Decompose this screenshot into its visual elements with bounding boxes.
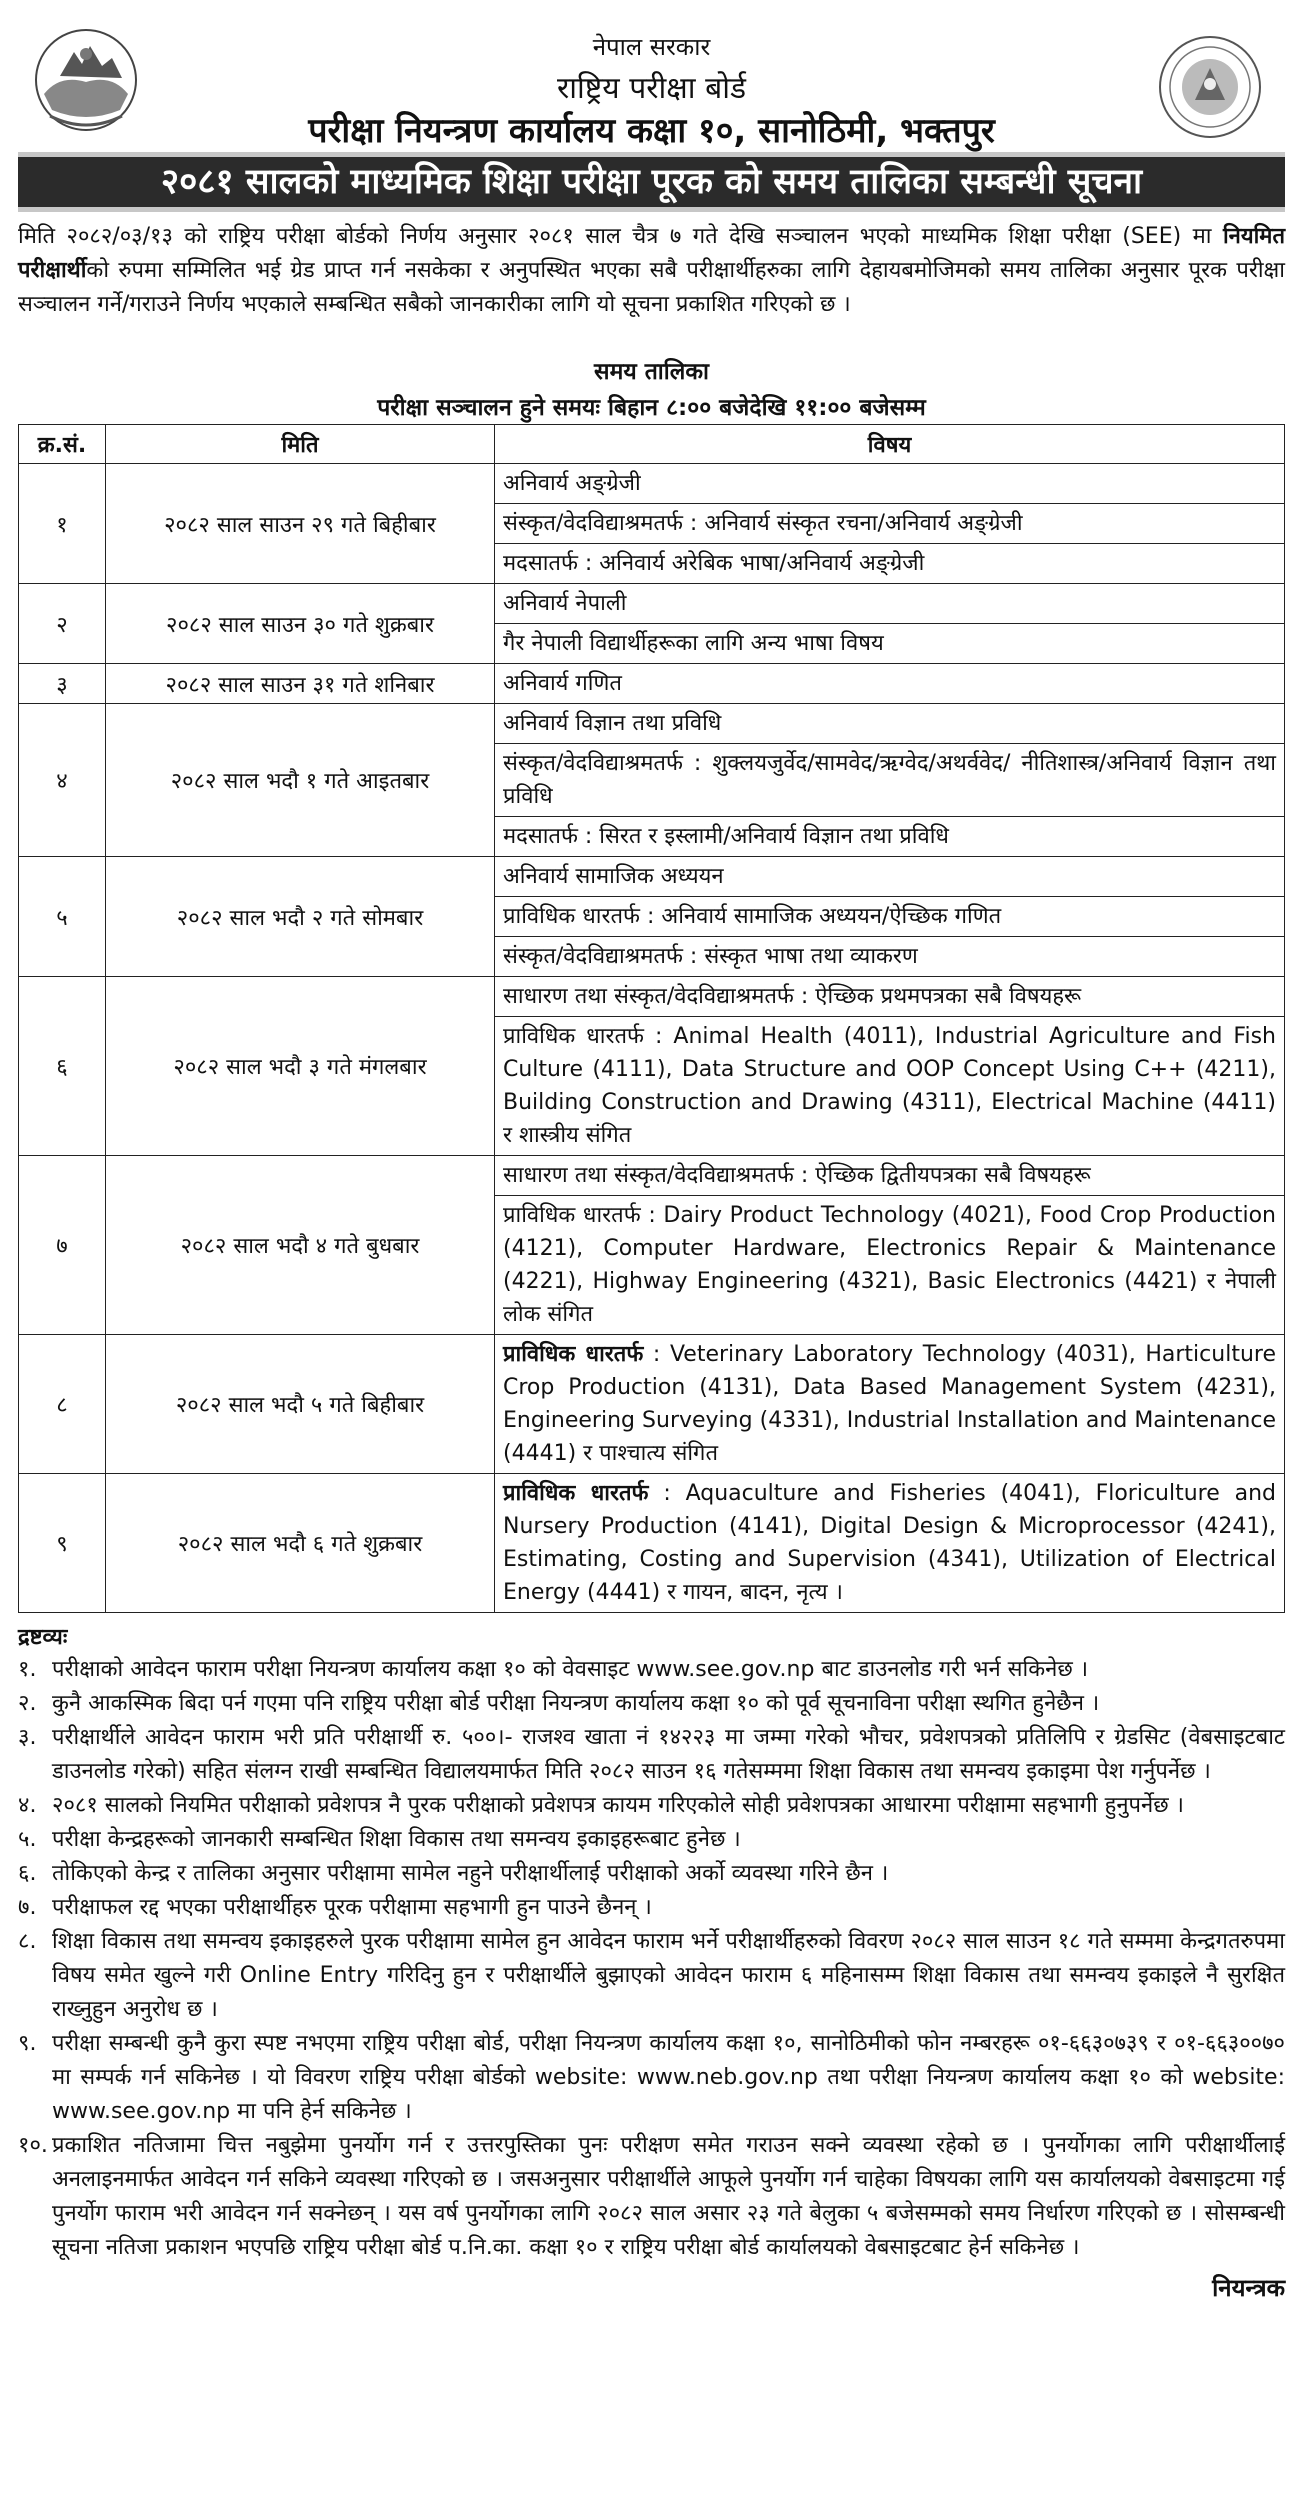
subject-text: संस्कृत/वेदविद्याश्रमतर्फ : अनिवार्य संस्कृत रचना/अनिवार्य अङ्ग्रेजी — [503, 511, 1023, 536]
note-item — [18, 2129, 1285, 2265]
row-subject — [495, 624, 1285, 664]
row-date: २०८२ साल भदौ ५ गते बिहीबार — [106, 1335, 495, 1474]
subject-text: मदसातर्फ : अनिवार्य अरेबिक भाषा/अनिवार्य अङ्ग्रेजी — [503, 551, 925, 576]
note-item — [18, 1925, 1285, 2027]
note-item — [18, 1823, 1285, 1857]
subject-text: साधारण तथा संस्कृत/वेदविद्याश्रमतर्फ : ऐच्छिक द्वितीयपत्रका सबै विषयहरू — [503, 1163, 1091, 1188]
subject-text: प्राविधिक धारतर्फ : Animal Health (4011), Industrial Agriculture and Fish Culture (4111), Data Structure and OOP Concept Using C++ (4211), Building Construction and Drawing (4311), Electrical Machine (4411) र शास्त्रीय संगित — [503, 1024, 1276, 1148]
subject-text: अनिवार्य नेपाली — [503, 591, 627, 616]
row-serial: १ — [19, 464, 106, 584]
row-subject — [495, 937, 1285, 977]
header-subject: विषय — [495, 425, 1285, 464]
header-date: मिति — [106, 425, 495, 464]
table-row — [19, 1156, 1285, 1196]
subject-text: अनिवार्य अङ्ग्रेजी — [503, 471, 641, 496]
note-text: परीक्षार्थीले आवेदन फाराम भरी प्रति परीक्षार्थी रु. ५००।- राजश्व खाता नं १४२२३ मा जम्मा गरेको भौचर, प्रवेशपत्रको प्रतिलिपि र ग्रेडसिट (वेबसाइटबाट डाउनलोड गरेको) सहित संलग्न राखी सम्बन्धित विद्यालयमार्फत मिति २०८२ साउन १६ गतेसम्ममा शिक्षा विकास तथा समन्वय इकाइमा पेश गर्नुपर्नेछ । — [52, 1725, 1285, 1784]
note-text: प्रकाशित नतिजामा चित्त नबुझेमा पुनर्योग गर्न र उत्तरपुस्तिका पुनः परीक्षण समेत गराउन सक्ने व्यवस्था रहेको छ । पुनर्योगका लागि परीक्षार्थीलाई अनलाइनमार्फत आवेदन गर्न सकिने व्यवस्था गरिएको छ । जसअनुसार परीक्षार्थीले आफूले पुनर्योग गर्न चाहेका विषयका लागि यस कार्यालयको वेबसाइटमा गई पुनर्योग फाराम भरी आवेदन गर्न सक्नेछन् । यस वर्ष पुनर्योगका लागि २०८२ साल असार २३ गते बेलुका ५ बजेसम्मको समय निर्धारण गरिएको छ । सोसम्बन्धी सूचना नतिजा प्रकाशन भएपछि राष्ट्रिय परीक्षा बोर्ड प.नि.का. कक्षा १० र राष्ट्रिय परीक्षा बोर्ड कार्यालयको वेबसाइटबाट हेर्न सकिनेछ । — [52, 2133, 1285, 2260]
note-number: १. — [18, 1657, 37, 1682]
notice-title: २०८१ सालको माध्यमिक शिक्षा परीक्षा पूरक को समय तालिका सम्बन्धी सूचना — [18, 152, 1285, 212]
note-item — [18, 1721, 1285, 1789]
note-text: कुनै आकस्मिक बिदा पर्न गएमा पनि राष्ट्रिय परीक्षा बोर्ड परीक्षा नियन्त्रण कार्यालय कक्षा १० को पूर्व सूचनाविना परीक्षा स्थगित हुनेछैन । — [52, 1691, 1100, 1716]
subject-text: साधारण तथा संस्कृत/वेदविद्याश्रमतर्फ : ऐच्छिक प्रथमपत्रका सबै विषयहरू — [503, 984, 1082, 1009]
note-item — [18, 1891, 1285, 1925]
row-subject — [495, 664, 1285, 704]
subject-text: गैर नेपाली विद्यार्थीहरूका लागि अन्य भाषा विषय — [503, 631, 884, 656]
subject-text: प्राविधिक धारतर्फ : Dairy Product Technology (4021), Food Crop Production (4121), Computer Hardware, Electronics Repair & Maintenance (4221), Highway Engineering (4321), Basic Electronics (4421) र नेपाली लोक संगित — [503, 1203, 1276, 1327]
row-subject — [495, 1335, 1285, 1474]
row-subject — [495, 817, 1285, 857]
note-text: तोकिएको केन्द्र र तालिका अनुसार परीक्षामा सामेल नहुने परीक्षार्थीलाई परीक्षाको अर्को व्यवस्था गरिने छैन । — [52, 1861, 889, 1886]
note-number: २. — [18, 1691, 37, 1716]
note-item — [18, 1857, 1285, 1891]
row-subject — [495, 584, 1285, 624]
note-number: ९. — [18, 2031, 37, 2056]
note-number: ८. — [18, 1929, 37, 1954]
row-subject — [495, 544, 1285, 584]
row-subject — [495, 1196, 1285, 1335]
note-number: ५. — [18, 1827, 37, 1852]
notes-list — [18, 1653, 1285, 2265]
row-subject — [495, 504, 1285, 544]
table-row — [19, 1474, 1285, 1613]
row-date: २०८२ साल साउन २९ गते बिहीबार — [106, 464, 495, 584]
notice-page — [18, 14, 1285, 2302]
note-item — [18, 1687, 1285, 1721]
neb-seal-icon — [1155, 32, 1265, 142]
row-date: २०८२ साल भदौ २ गते सोमबार — [106, 857, 495, 977]
note-number: ७. — [18, 1895, 37, 1920]
note-number: १०. — [18, 2133, 48, 2158]
schedule-heading: समय तालिका — [594, 359, 709, 385]
header-board: राष्ट्रिय परीक्षा बोर्ड — [556, 71, 747, 106]
table-row — [19, 704, 1285, 744]
note-number: ६. — [18, 1861, 37, 1886]
signature: नियन्त्रक — [1212, 2274, 1285, 2302]
row-subject — [495, 977, 1285, 1017]
subject-stream-label: प्राविधिक धारतर्फ — [503, 1342, 644, 1367]
note-text: परीक्षा केन्द्रहरूको जानकारी सम्बन्धित शिक्षा विकास तथा समन्वय इकाइहरूबाट हुनेछ । — [52, 1827, 741, 1852]
row-serial: ७ — [19, 1156, 106, 1335]
subject-text: संस्कृत/वेदविद्याश्रमतर्फ : शुक्लयजुर्वेद/सामवेद/ऋग्वेद/अथर्ववेद/ नीतिशास्त्र/अनिवार्य विज्ञान तथा प्रविधि — [503, 751, 1276, 809]
row-date: २०८२ साल साउन ३० गते शुक्रबार — [106, 584, 495, 664]
table-row — [19, 584, 1285, 624]
note-item — [18, 1653, 1285, 1687]
row-serial: ३ — [19, 664, 106, 704]
intro-bold: नियमित परीक्षार्थी — [18, 224, 1285, 283]
row-serial: ८ — [19, 1335, 106, 1474]
subject-text: संस्कृत/वेदविद्याश्रमतर्फ : संस्कृत भाषा तथा व्याकरण — [503, 944, 918, 969]
row-date: २०८२ साल साउन ३१ गते शनिबार — [106, 664, 495, 704]
schedule-table — [18, 424, 1285, 1613]
schedule-table-body — [19, 464, 1285, 1613]
header — [18, 14, 1285, 154]
row-subject — [495, 464, 1285, 504]
header-sn: क्र.सं. — [19, 425, 106, 464]
note-item — [18, 1789, 1285, 1823]
table-row — [19, 464, 1285, 504]
subject-text: अनिवार्य गणित — [503, 671, 622, 696]
row-subject — [495, 1017, 1285, 1156]
subject-text: : Veterinary Laboratory Technology (4031), Harticulture Crop Production (4131), Data Based Management System (4231), Engineering Surveying (4331), Industrial Installation and Maintenance (4441) र पाश्चात्य संगित — [503, 1342, 1276, 1466]
table-row — [19, 857, 1285, 897]
note-text: शिक्षा विकास तथा समन्वय इकाइहरुले पुरक परीक्षामा सामेल हुन आवेदन फाराम भर्ने परीक्षार्थीहरुको विवरण २०८२ साल साउन १८ गते सम्ममा केन्द्रगतरुपमा विषय समेत खुल्ने गरी Online Entry गरिदिनु हुन र परीक्षार्थीले बुझाएको आवेदन फाराम ६ महिनासम्म शिक्षा विकास तथा समन्वय इकाइले नै सुरक्षित राख्नुहुन अनुरोध छ । — [52, 1929, 1285, 2022]
row-date: २०८२ साल भदौ ६ गते शुक्रबार — [106, 1474, 495, 1613]
table-header-row — [19, 425, 1285, 464]
note-text: परीक्षाको आवेदन फाराम परीक्षा नियन्त्रण कार्यालय कक्षा १० को वेवसाइट www.see.gov.np बाट डाउनलोड गरी भर्न सकिनेछ । — [52, 1657, 1089, 1682]
row-subject — [495, 704, 1285, 744]
note-text: परीक्षा सम्बन्धी कुनै कुरा स्पष्ट नभएमा राष्ट्रिय परीक्षा बोर्ड, परीक्षा नियन्त्रण कार्यालय कक्षा १०, सानोठिमीको फोन नम्बरहरू ०१-६६३०७३९ र ०१-६६३००७० मा सम्पर्क गर्न सकिनेछ । यो विवरण राष्ट्रिय परीक्षा बोर्डको website: www.neb.gov.np तथा परीक्षा नियन्त्रण कार्यालय कक्षा १० को website: www.see.gov.np मा पनि हेर्न सकिनेछ । — [52, 2031, 1285, 2124]
intro-part1: मिति २०८२/०३/१३ को राष्ट्रिय परीक्षा बोर्डको निर्णय अनुसार २०८१ साल चैत्र ७ गते देखि सञ्चालन भएको माध्यमिक शिक्षा परीक्षा (SEE) मा — [18, 224, 1223, 249]
subject-text: अनिवार्य विज्ञान तथा प्रविधि — [503, 711, 722, 736]
row-serial: ५ — [19, 857, 106, 977]
intro-part2: को रुपमा सम्मिलित भई ग्रेड प्राप्त गर्न नसकेका र अनुपस्थित भएका सबै परीक्षार्थीहरुका लागि देहायबमोजिमको समय तालिका अनुसार पूरक परीक्षा सञ्चालन गर्ने/गराउने निर्णय भएकाले सम्बन्धित सबैको जानकारीका लागि यो सूचना प्रकाशित गरिएको छ । — [18, 258, 1285, 317]
row-serial: ९ — [19, 1474, 106, 1613]
note-number: ३. — [18, 1725, 37, 1750]
notes-heading: द्रष्टव्यः — [18, 1625, 68, 1650]
row-subject — [495, 744, 1285, 817]
header-government: नेपाल सरकार — [592, 33, 711, 61]
schedule-time: परीक्षा सञ्चालन हुने समयः बिहान ८:०० बजेदेखि ११:०० बजेसम्म — [377, 395, 926, 421]
subject-text: मदसातर्फ : सिरत र इस्लामी/अनिवार्य विज्ञान तथा प्रविधि — [503, 824, 949, 849]
row-subject — [495, 1156, 1285, 1196]
note-text: २०८१ सालको नियमित परीक्षाको प्रवेशपत्र नै पुरक परीक्षाको प्रवेशपत्र कायम गरिएकोले सोही प्रवेशपत्रका आधारमा परीक्षामा सहभागी हुनुपर्नेछ । — [52, 1793, 1185, 1818]
subject-text: अनिवार्य सामाजिक अध्ययन — [503, 864, 724, 889]
row-serial: ४ — [19, 704, 106, 857]
note-text: परीक्षाफल रद्द भएका परीक्षार्थीहरु पूरक परीक्षामा सहभागी हुन पाउने छैनन् । — [52, 1895, 652, 1920]
table-row — [19, 1335, 1285, 1474]
row-subject — [495, 857, 1285, 897]
row-subject — [495, 1474, 1285, 1613]
table-row — [19, 664, 1285, 704]
row-serial: २ — [19, 584, 106, 664]
row-date: २०८२ साल भदौ ३ गते मंगलबार — [106, 977, 495, 1156]
subject-text: : Aquaculture and Fisheries (4041), Floriculture and Nursery Production (4141), Digital Design & Microprocessor (4241), Estimating, Costing and Supervision (4341), Utilization of Electrical Energy (4441) र गायन, बादन, नृत्य । — [503, 1481, 1276, 1605]
row-date: २०८२ साल भदौ ४ गते बुधबार — [106, 1156, 495, 1335]
subject-stream-label: प्राविधिक धारतर्फ — [503, 1481, 649, 1506]
table-row — [19, 977, 1285, 1017]
intro-paragraph — [18, 220, 1285, 322]
row-subject — [495, 897, 1285, 937]
header-office: परीक्षा नियन्त्रण कार्यालय कक्षा १०, सानोठिमी, भक्तपुर — [308, 111, 995, 151]
note-item — [18, 2027, 1285, 2129]
note-number: ४. — [18, 1793, 37, 1818]
row-serial: ६ — [19, 977, 106, 1156]
subject-text: प्राविधिक धारतर्फ : अनिवार्य सामाजिक अध्ययन/ऐच्छिक गणित — [503, 904, 1002, 929]
row-date: २०८२ साल भदौ १ गते आइतबार — [106, 704, 495, 857]
